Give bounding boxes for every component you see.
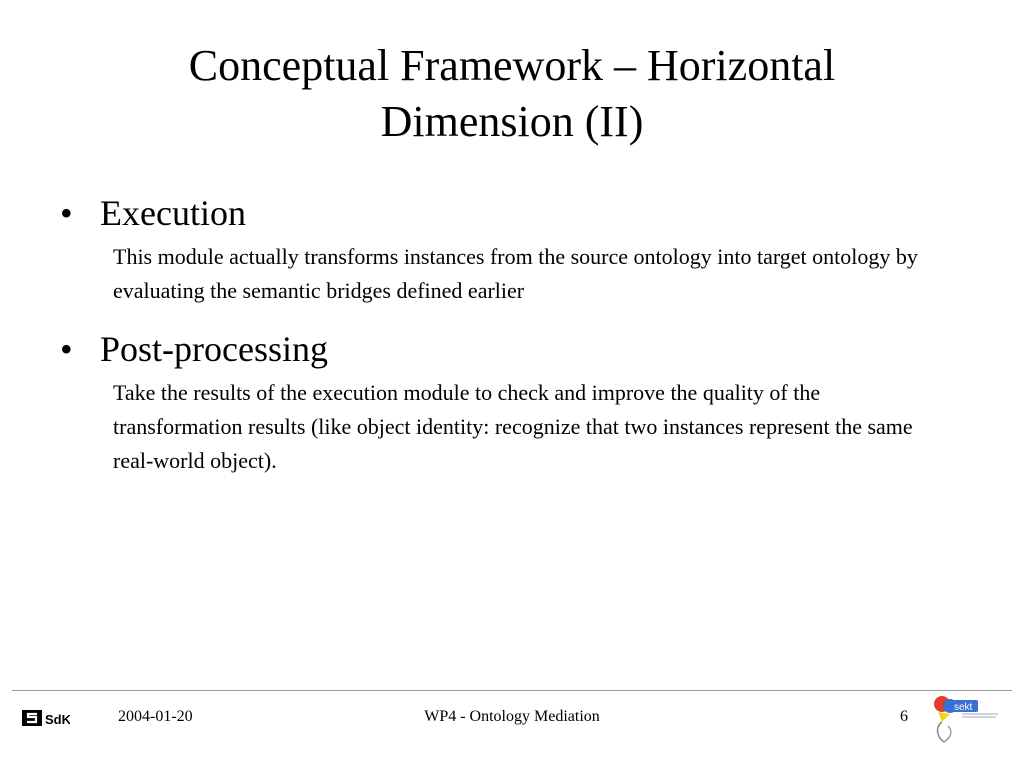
bullet-marker: • <box>60 193 73 233</box>
slide-title <box>0 38 1024 150</box>
footer-date: 2004-01-20 <box>118 708 193 725</box>
bullet-marker: • <box>60 329 73 369</box>
page-number: 6 <box>900 708 908 725</box>
footer-divider <box>12 690 1012 691</box>
title-line-1: Conceptual Framework – Horizontal <box>188 41 836 90</box>
svg-text:SdK: SdK <box>45 712 70 727</box>
title-line-2: Dimension (II) <box>380 97 644 146</box>
sekt-logo-icon <box>928 692 1004 746</box>
bullet-heading: Post-processing <box>100 329 328 369</box>
svg-text:sekt: sekt <box>954 702 973 713</box>
bullet-description: Take the results of the execution module to check and improve the quality of the transformation results (like object identity: recognize that two instances represent the same real-world object). <box>113 380 913 473</box>
bullet-item-execution <box>60 186 960 308</box>
footer-title: WP4 - Ontology Mediation <box>424 708 600 725</box>
bullet-heading: Execution <box>100 193 246 233</box>
bullet-description: This module actually transforms instances from the source ontology into target ontology by evaluating the semantic bridges defined earlier <box>113 244 918 303</box>
slide-content <box>60 186 960 478</box>
sekt-logo <box>928 692 1004 751</box>
bullet-item-post-processing <box>60 322 960 478</box>
